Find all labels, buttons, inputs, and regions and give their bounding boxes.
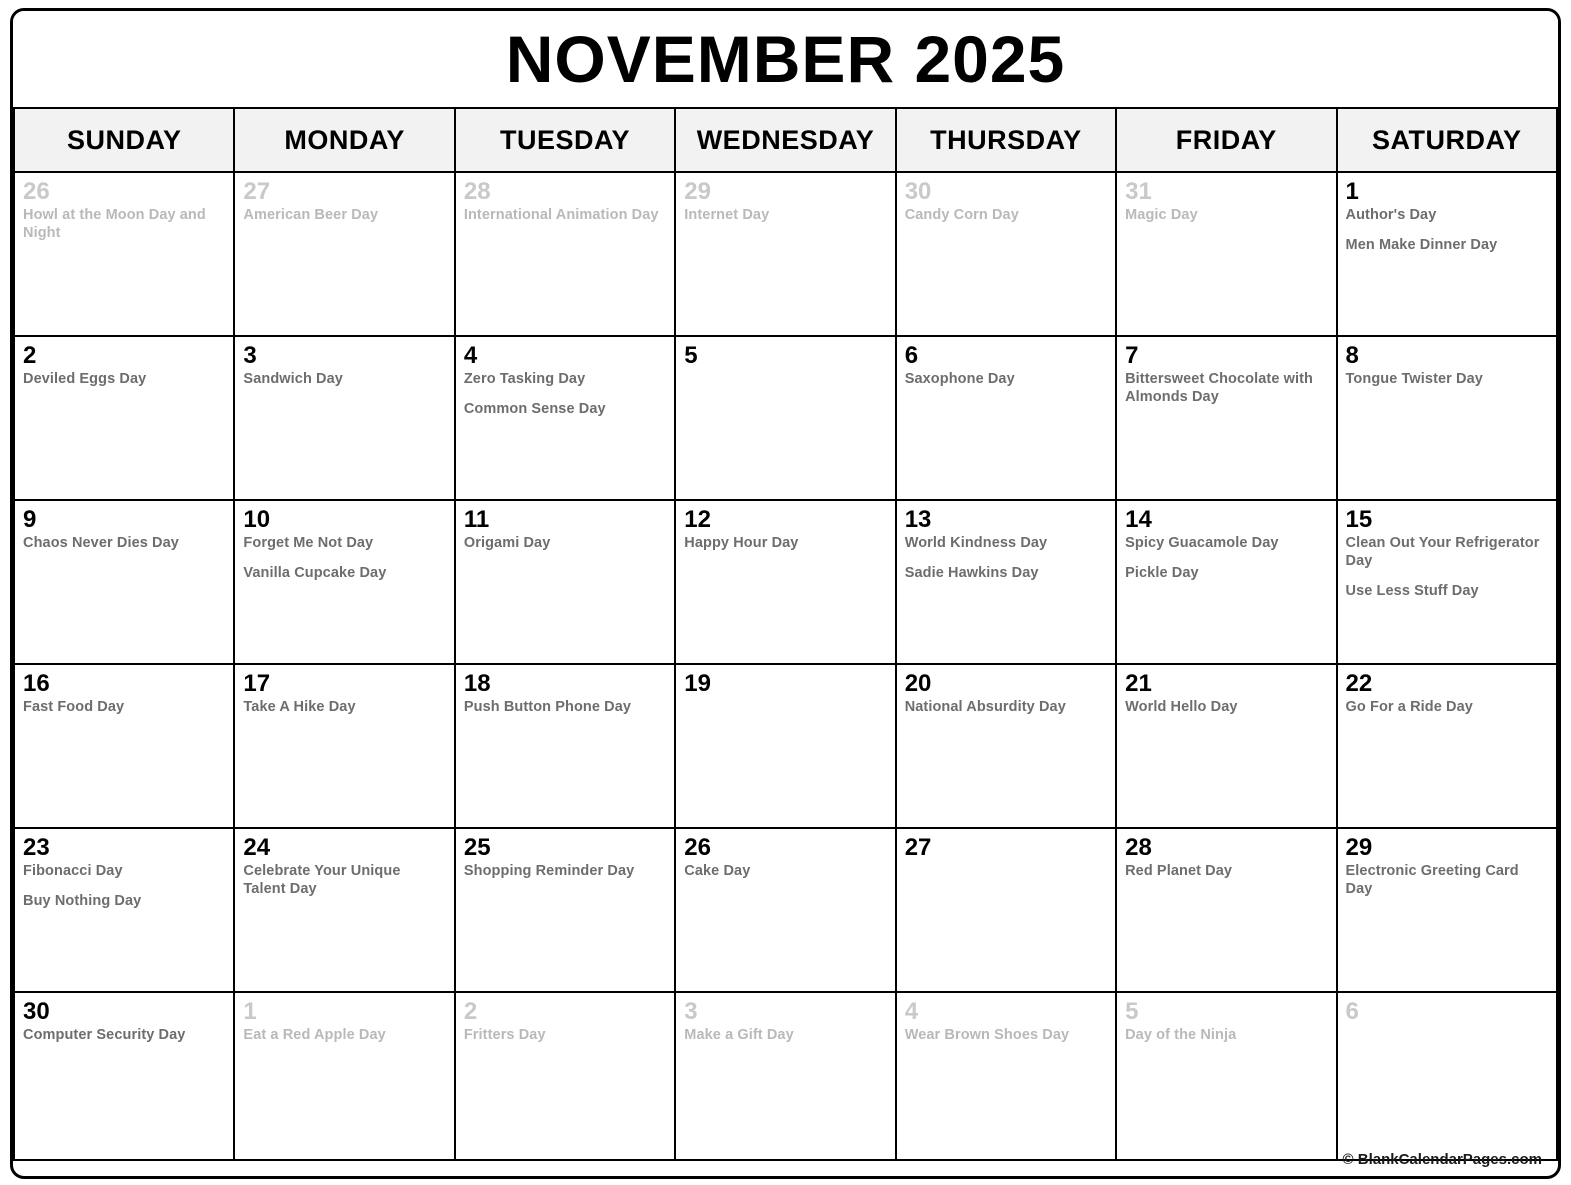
calendar-day-cell[interactable] [896,500,1116,664]
weekday-header-friday: FRIDAY [1116,108,1336,172]
day-event: Candy Corn Day [904,207,1019,224]
weekday-header-monday: MONDAY [234,108,454,172]
calendar-day-cell[interactable] [14,992,234,1160]
day-event: Wear Brown Shoes Day [904,1027,1070,1044]
calendar-day-cell[interactable] [675,664,895,828]
calendar-frame [10,8,1561,1179]
day-number: 16 [23,670,50,697]
calendar-day-cell[interactable] [234,828,454,992]
day-event: Electronic Greeting Card Day [1345,863,1519,897]
calendar-day-cell[interactable] [14,172,234,336]
day-event: Zero Tasking Day [463,371,586,388]
day-event: World Kindness Day [904,535,1048,552]
day-number: 27 [904,834,932,861]
calendar-grid [13,107,1558,1161]
day-event: Celebrate Your Unique Talent Day [243,863,401,897]
day-number: 18 [463,670,491,697]
day-event: Howl at the Moon Day and Night [23,207,206,241]
day-number: 29 [1345,834,1373,861]
day-number: 3 [684,998,698,1025]
calendar-day-cell[interactable] [455,828,675,992]
day-number: 4 [904,998,919,1025]
day-number: 13 [904,506,932,533]
calendar-day-cell[interactable] [455,172,675,336]
calendar-day-cell[interactable] [896,172,1116,336]
day-event: Tongue Twister Day [1345,371,1483,388]
day-event: Push Button Phone Day [463,699,632,716]
day-number: 2 [463,998,478,1025]
day-event: Eat a Red Apple Day [243,1027,386,1044]
day-number: 2 [23,342,37,369]
day-event: Happy Hour Day [684,535,799,552]
day-number: 9 [23,506,37,533]
day-event: Make a Gift Day [684,1027,794,1044]
calendar-day-cell[interactable] [675,172,895,336]
weekday-header-thursday: THURSDAY [896,108,1116,172]
day-event: Pickle Day [1125,564,1199,581]
day-number: 25 [463,834,491,861]
day-number: 10 [243,506,271,533]
day-number: 3 [243,342,257,369]
calendar-day-cell[interactable] [1337,172,1557,336]
day-number: 30 [904,178,932,205]
calendar-day-cell[interactable] [896,828,1116,992]
day-number: 26 [23,178,50,205]
day-number: 5 [684,342,698,369]
day-number: 22 [1345,670,1373,697]
day-number: 24 [243,834,271,861]
calendar-day-cell[interactable] [234,992,454,1160]
calendar-day-cell[interactable] [14,336,234,500]
calendar-day-cell[interactable] [896,336,1116,500]
calendar-day-cell[interactable] [14,500,234,664]
calendar-day-cell[interactable] [675,992,895,1160]
day-number: 1 [243,998,257,1025]
day-number: 11 [463,506,490,533]
day-number: 26 [684,834,711,861]
weekday-header-saturday: SATURDAY [1337,108,1557,172]
calendar-body [14,172,1557,1160]
day-number: 31 [1125,178,1152,205]
calendar-day-cell[interactable] [1116,500,1336,664]
day-number: 23 [23,834,50,861]
calendar-day-cell[interactable] [896,664,1116,828]
day-event: Red Planet Day [1125,863,1233,880]
day-event: Vanilla Cupcake Day [243,564,387,581]
day-event: Bittersweet Chocolate with Almonds Day [1125,371,1314,405]
day-event: Common Sense Day [463,400,606,417]
day-number: 6 [1345,998,1359,1025]
day-event: International Animation Day [463,207,659,224]
calendar-day-cell[interactable] [1116,664,1336,828]
weekday-header-sunday: SUNDAY [14,108,234,172]
day-number: 4 [463,342,478,369]
day-number: 5 [1125,998,1139,1025]
calendar-week-row [14,336,1557,500]
calendar-day-cell[interactable] [14,664,234,828]
calendar-day-cell[interactable] [675,336,895,500]
day-event: National Absurdity Day [904,699,1066,716]
day-number: 21 [1125,670,1152,697]
day-number: 8 [1345,342,1359,369]
day-event: Cake Day [684,863,751,880]
calendar-day-cell[interactable] [1116,172,1336,336]
calendar-day-cell[interactable] [455,336,675,500]
day-event: Fibonacci Day [23,863,123,880]
calendar-day-cell[interactable] [896,992,1116,1160]
day-event: Men Make Dinner Day [1345,236,1498,253]
day-number: 15 [1345,506,1373,533]
day-number: 12 [684,506,711,533]
day-event: Forget Me Not Day [243,535,374,552]
day-event: American Beer Day [243,207,379,224]
calendar-day-cell[interactable] [675,500,895,664]
day-number: 14 [1125,506,1152,533]
calendar-day-cell[interactable] [1116,336,1336,500]
day-event: Magic Day [1125,207,1198,224]
day-number: 20 [904,670,932,697]
calendar-day-cell[interactable] [234,664,454,828]
day-event: Internet Day [684,207,770,224]
day-event: Clean Out Your Refrigerator Day [1345,535,1540,569]
calendar-day-cell[interactable] [234,500,454,664]
day-event: Saxophone Day [904,371,1015,388]
calendar-day-cell[interactable] [1337,336,1557,500]
calendar-day-cell[interactable] [234,172,454,336]
calendar-day-cell[interactable] [14,828,234,992]
day-event: Sandwich Day [243,371,343,388]
day-event: Computer Security Day [23,1027,186,1044]
day-event: Origami Day [463,535,551,552]
calendar-day-cell[interactable] [1337,828,1557,992]
calendar-day-cell[interactable] [455,664,675,828]
weekday-header-wednesday: WEDNESDAY [675,108,895,172]
calendar-day-cell[interactable] [455,992,675,1160]
day-number: 27 [243,178,271,205]
day-event: World Hello Day [1125,699,1238,716]
copyright-footer: © BlankCalendarPages.com [1342,1151,1542,1168]
day-number: 1 [1345,178,1359,205]
day-event: Shopping Reminder Day [463,863,635,880]
calendar-day-cell[interactable] [234,336,454,500]
weekday-header-tuesday: TUESDAY [455,108,675,172]
calendar-week-row [14,172,1557,336]
calendar-day-cell[interactable] [675,828,895,992]
day-event: Fast Food Day [23,699,125,716]
day-number: 28 [463,178,491,205]
day-event: Day of the Ninja [1125,1027,1237,1044]
calendar-day-cell[interactable] [455,500,675,664]
day-event: Chaos Never Dies Day [23,535,179,552]
page-title: NOVEMBER 2025 [505,22,1066,96]
day-number: 17 [243,670,271,697]
day-event: Use Less Stuff Day [1345,582,1479,599]
calendar-week-row [14,828,1557,992]
calendar-week-row [14,664,1557,828]
calendar-day-cell[interactable] [1116,992,1336,1160]
day-event: Fritters Day [463,1027,546,1044]
calendar-day-cell[interactable] [1116,828,1336,992]
calendar-week-row [14,992,1557,1160]
day-event: Buy Nothing Day [23,892,142,909]
calendar-day-cell[interactable] [1337,664,1557,828]
day-number: 7 [1125,342,1139,369]
calendar-week-row [14,500,1557,664]
day-event: Spicy Guacamole Day [1125,535,1279,552]
day-event: Deviled Eggs Day [23,371,147,388]
calendar-day-cell[interactable] [1337,500,1557,664]
calendar-day-cell[interactable] [1337,992,1557,1160]
day-number: 29 [684,178,711,205]
day-number: 28 [1125,834,1152,861]
day-event: Author's Day [1345,207,1437,224]
day-event: Go For a Ride Day [1345,699,1473,716]
day-event: Take A Hike Day [243,699,356,716]
day-number: 6 [904,342,919,369]
day-number: 19 [684,670,711,697]
day-number: 30 [23,998,50,1025]
calendar-title-bar [13,11,1558,107]
day-event: Sadie Hawkins Day [904,564,1039,581]
weekday-header-row [14,108,1557,172]
